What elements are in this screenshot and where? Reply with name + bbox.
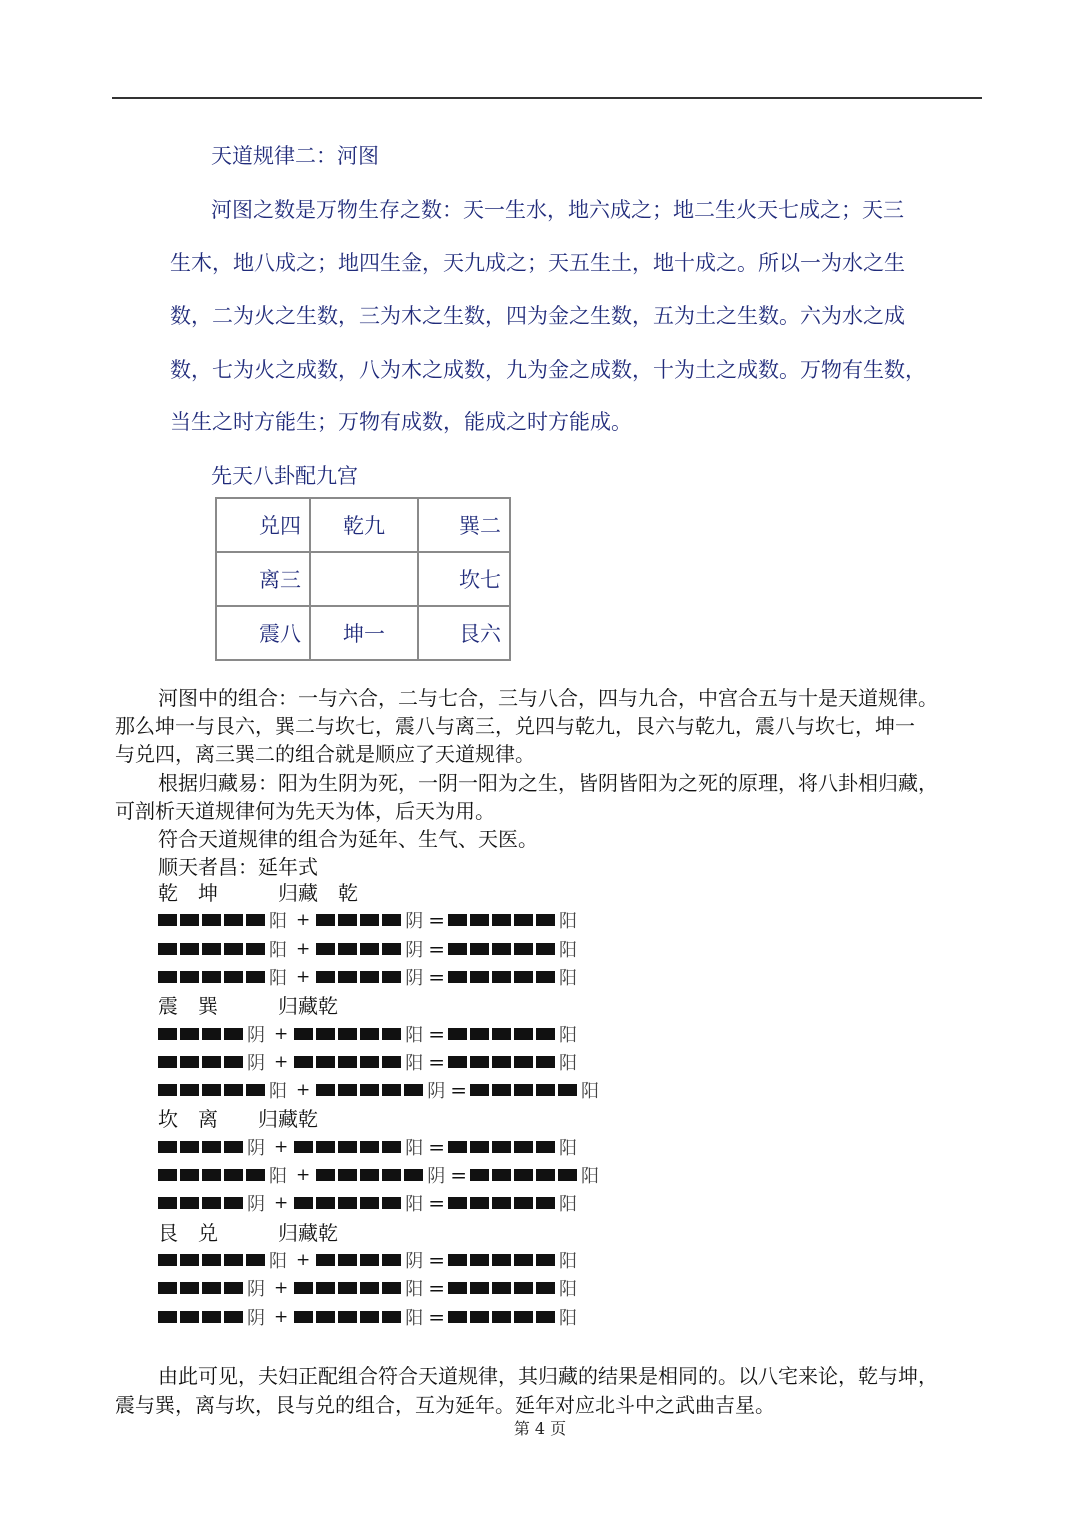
line-segment (448, 1254, 467, 1266)
yin-yang-label: 阳 (559, 1137, 578, 1159)
yin-yang-label: 阴 (405, 939, 424, 961)
line-segment (316, 1028, 335, 1040)
line-segment (180, 1282, 199, 1294)
equals-sign: = (428, 1021, 446, 1046)
line-segment (158, 1084, 177, 1096)
line-segment (536, 1311, 555, 1323)
hexagram-row (158, 907, 580, 933)
body-line: 符合天道规律的组合为延年、生气、天医。 (158, 827, 538, 851)
yin-yang-label: 阳 (559, 1279, 578, 1301)
table-row (216, 606, 510, 660)
line-segment (536, 1056, 555, 1068)
line-segment (224, 1141, 243, 1153)
line-segment (382, 914, 401, 926)
hexagram-row (158, 1247, 580, 1273)
line-segment (492, 1197, 511, 1209)
yin-yang-label: 阳 (405, 1307, 424, 1329)
line-segment (224, 1169, 243, 1181)
line-segment (316, 971, 335, 983)
yin-yang-label: 阳 (559, 1307, 578, 1329)
line-segment (202, 1282, 221, 1294)
hexagram-row (158, 1077, 602, 1103)
yin-yang-label: 阳 (405, 1279, 424, 1301)
line-segment (158, 971, 177, 983)
line-segment (536, 1282, 555, 1294)
line-segment (158, 1311, 177, 1323)
hexagram-row (158, 1304, 580, 1330)
line-segment (514, 1197, 533, 1209)
plus-sign: + (274, 1278, 289, 1299)
line-segment (202, 1084, 221, 1096)
line-segment (338, 1311, 357, 1323)
plus-sign: + (296, 1249, 311, 1270)
yin-yang-label: 阳 (269, 967, 287, 989)
yin-yang-label: 阳 (269, 939, 287, 961)
plus-sign: + (274, 1306, 289, 1327)
plus-sign: + (296, 1080, 311, 1101)
yin-yang-label: 阳 (405, 1194, 424, 1216)
hexagram-row (158, 1190, 580, 1216)
line-segment (536, 1084, 555, 1096)
line-segment (316, 1311, 335, 1323)
line-segment (224, 914, 243, 926)
line-segment (470, 1028, 489, 1040)
line-segment (224, 1282, 243, 1294)
line-segment (338, 971, 357, 983)
line-segment (382, 1254, 401, 1266)
line-segment (224, 943, 243, 955)
line-segment (448, 1197, 467, 1209)
yin-yang-label: 阴 (247, 1137, 265, 1159)
line-segment (360, 1311, 379, 1323)
line-segment (338, 943, 357, 955)
line-segment (294, 1028, 313, 1040)
line-segment (158, 1197, 177, 1209)
line-segment (558, 1084, 577, 1096)
line-segment (180, 943, 199, 955)
group-title: 坎 离 归藏乾 (158, 1107, 318, 1132)
line-segment (470, 1311, 489, 1323)
line-segment (224, 1197, 243, 1209)
line-segment (360, 1169, 379, 1181)
line-segment (470, 971, 489, 983)
line-segment (338, 1282, 357, 1294)
line-segment (316, 1084, 335, 1096)
line-segment (338, 1169, 357, 1181)
equals-sign: = (428, 1049, 446, 1074)
plus-sign: + (296, 1165, 311, 1185)
line-segment (158, 1056, 177, 1068)
hexagram-row (158, 936, 580, 962)
paragraph-line: 生木，地八成之；地四生金，天九成之；天五生土，地十成之。所以一为水之生 (170, 251, 905, 275)
line-segment (294, 1056, 313, 1068)
equals-sign: = (428, 908, 446, 933)
line-segment (536, 1141, 555, 1153)
table-cell: 震八 (216, 606, 310, 660)
line-segment (470, 914, 489, 926)
line-segment (360, 1028, 379, 1040)
plus-sign: + (274, 1136, 289, 1157)
paragraph-line: 河图之数是万物生存之数：天一生水，地六成之；地二生火天七成之；天三 (211, 198, 904, 222)
yin-yang-label: 阳 (559, 1250, 578, 1272)
equals-sign: = (428, 1191, 446, 1216)
line-segment (514, 1084, 533, 1096)
yin-yang-label: 阳 (405, 1137, 424, 1159)
line-segment (180, 1141, 199, 1153)
line-segment (382, 943, 401, 955)
line-segment (514, 1282, 533, 1294)
yin-yang-label: 阴 (247, 1279, 265, 1301)
conclusion-line: 震与巽，离与坎，艮与兑的组合，互为延年。延年对应北斗中之武曲吉星。 (115, 1393, 775, 1417)
yin-yang-label: 阴 (427, 1081, 446, 1103)
yin-yang-label: 阳 (405, 1024, 424, 1046)
line-segment (338, 1028, 357, 1040)
line-segment (158, 1141, 177, 1153)
group-title: 乾 坤 归藏 乾 (158, 881, 358, 905)
line-segment (514, 1169, 533, 1181)
hexagram-row (158, 1162, 602, 1188)
line-segment (448, 971, 467, 983)
line-segment (536, 943, 555, 955)
line-segment (514, 971, 533, 983)
line-segment (448, 1282, 467, 1294)
line-segment (492, 1028, 511, 1040)
line-segment (224, 1311, 243, 1323)
line-segment (448, 1028, 467, 1040)
line-segment (338, 1141, 357, 1153)
line-segment (338, 1254, 357, 1266)
line-segment (448, 1141, 467, 1153)
line-segment (338, 1197, 357, 1209)
table-caption: 先天八卦配九宫 (211, 464, 358, 488)
body-line: 那么坤一与艮六，巽二与坎七，震八与离三，兑四与乾九，艮六与乾九，震八与坎七，坤一 (115, 714, 915, 738)
line-segment (316, 1056, 335, 1068)
line-segment (492, 1056, 511, 1068)
plus-sign: + (296, 910, 311, 931)
line-segment (470, 1197, 489, 1209)
yin-yang-label: 阴 (247, 1052, 265, 1074)
conclusion-line: 由此可见，夫妇正配组合符合天道规律，其归藏的结果是相同的。以八宅来论，乾与坤， (158, 1364, 938, 1388)
paragraph-line: 数，七为火之成数，八为木之成数，九为金之成数，十为土之成数。万物有生数， (170, 358, 926, 382)
line-segment (316, 1197, 335, 1209)
line-segment (536, 971, 555, 983)
yin-yang-label: 阳 (269, 911, 287, 933)
line-segment (158, 914, 177, 926)
line-segment (224, 1056, 243, 1068)
header-rule (112, 97, 982, 99)
line-segment (382, 1028, 401, 1040)
yin-yang-label: 阴 (247, 1307, 265, 1329)
line-segment (202, 971, 221, 983)
group-title: 艮 兑 归藏乾 (158, 1220, 338, 1245)
table-cell: 兑四 (216, 498, 310, 552)
equals-sign: = (428, 964, 446, 989)
yin-yang-label: 阳 (559, 967, 578, 989)
line-segment (360, 1254, 379, 1266)
line-segment (360, 1141, 379, 1153)
line-segment (470, 1282, 489, 1294)
line-segment (448, 1311, 467, 1323)
line-segment (492, 914, 511, 926)
line-segment (470, 1254, 489, 1266)
line-segment (492, 1169, 511, 1181)
line-segment (316, 1141, 335, 1153)
line-segment (382, 1282, 401, 1294)
line-segment (492, 943, 511, 955)
line-segment (492, 971, 511, 983)
line-segment (536, 1169, 555, 1181)
section-heading: 天道规律二：河图 (211, 144, 379, 168)
line-segment (404, 1084, 423, 1096)
line-segment (338, 914, 357, 926)
line-segment (224, 1084, 243, 1096)
body-line: 河图中的组合：一与六合，二与七合，三与八合，四与九合，中宫合五与十是天道规律。 (158, 686, 938, 710)
line-segment (180, 1084, 199, 1096)
line-segment (202, 1197, 221, 1209)
line-segment (158, 1028, 177, 1040)
line-segment (316, 1254, 335, 1266)
line-segment (180, 1169, 199, 1181)
hexagram-row (158, 1134, 580, 1160)
line-segment (382, 1056, 401, 1068)
line-segment (158, 1254, 177, 1266)
line-segment (180, 914, 199, 926)
line-segment (202, 1169, 221, 1181)
line-segment (514, 943, 533, 955)
line-segment (158, 943, 177, 955)
table-cell: 艮六 (418, 606, 510, 660)
line-segment (338, 1084, 357, 1096)
line-segment (180, 1254, 199, 1266)
plus-sign: + (274, 1051, 289, 1072)
line-segment (316, 914, 335, 926)
line-segment (492, 1084, 511, 1096)
table-cell: 坤一 (310, 606, 418, 660)
line-segment (246, 914, 265, 926)
plus-sign: + (296, 938, 311, 959)
line-segment (224, 971, 243, 983)
line-segment (360, 1056, 379, 1068)
equals-sign: = (428, 936, 446, 961)
line-segment (360, 1282, 379, 1294)
line-segment (202, 1311, 221, 1323)
yin-yang-label: 阴 (247, 1194, 265, 1216)
table-cell: 乾九 (310, 498, 418, 552)
line-segment (470, 1056, 489, 1068)
line-segment (180, 1311, 199, 1323)
yin-yang-label: 阴 (427, 1166, 446, 1187)
line-segment (448, 914, 467, 926)
body-line: 顺天者昌：延年式 (158, 855, 318, 879)
table-row (216, 498, 510, 552)
table-cell: 离三 (216, 552, 310, 606)
line-segment (536, 914, 555, 926)
yin-yang-label: 阳 (269, 1166, 287, 1187)
body-line: 与兑四，离三巽二的组合就是顺应了天道规律。 (115, 742, 535, 766)
nine-palace-table (215, 497, 511, 661)
line-segment (202, 914, 221, 926)
line-segment (382, 1141, 401, 1153)
line-segment (316, 1282, 335, 1294)
plus-sign: + (274, 1193, 289, 1214)
plus-sign: + (296, 966, 311, 987)
paragraph-line: 当生之时方能生；万物有成数，能成之时方能成。 (170, 410, 632, 434)
table-cell: 坎七 (418, 552, 510, 606)
hexagram-row (158, 1021, 580, 1047)
line-segment (382, 1197, 401, 1209)
line-segment (492, 1282, 511, 1294)
equals-sign: = (428, 1134, 446, 1159)
line-segment (224, 1254, 243, 1266)
yin-yang-label: 阳 (269, 1081, 287, 1103)
line-segment (514, 1254, 533, 1266)
line-segment (382, 1084, 401, 1096)
line-segment (202, 1056, 221, 1068)
yin-yang-label: 阴 (405, 911, 424, 933)
line-segment (470, 1169, 489, 1181)
line-segment (294, 1197, 313, 1209)
line-segment (180, 1197, 199, 1209)
yin-yang-label: 阴 (405, 1250, 424, 1272)
group-title: 震 巽 归藏乾 (158, 994, 338, 1019)
line-segment (514, 914, 533, 926)
equals-sign: = (450, 1078, 468, 1103)
yin-yang-label: 阳 (559, 939, 578, 961)
line-segment (294, 1311, 313, 1323)
equals-sign: = (428, 1276, 446, 1301)
line-segment (382, 971, 401, 983)
yin-yang-label: 阳 (559, 911, 578, 933)
line-segment (514, 1141, 533, 1153)
yin-yang-label: 阴 (405, 967, 424, 989)
line-segment (360, 1084, 379, 1096)
paragraph-line: 数，二为火之生数，三为木之生数，四为金之生数，五为土之生数。六为水之成 (170, 304, 905, 328)
table-row (216, 552, 510, 606)
line-segment (338, 1056, 357, 1068)
line-segment (294, 1141, 313, 1153)
line-segment (316, 943, 335, 955)
hexagram-row (158, 1049, 580, 1075)
line-segment (448, 943, 467, 955)
line-segment (294, 1282, 313, 1294)
line-segment (492, 1141, 511, 1153)
line-segment (202, 1254, 221, 1266)
line-segment (180, 1056, 199, 1068)
yin-yang-label: 阴 (247, 1024, 265, 1046)
equals-sign: = (450, 1163, 468, 1187)
line-segment (536, 1254, 555, 1266)
yin-yang-label: 阳 (405, 1052, 424, 1074)
line-segment (360, 943, 379, 955)
table-cell: 巽二 (418, 498, 510, 552)
line-segment (246, 1169, 265, 1181)
line-segment (558, 1169, 577, 1181)
yin-yang-label: 阳 (559, 1052, 578, 1074)
line-segment (246, 971, 265, 983)
line-segment (202, 1028, 221, 1040)
line-segment (180, 1028, 199, 1040)
line-segment (492, 1311, 511, 1323)
line-segment (202, 943, 221, 955)
line-segment (158, 1282, 177, 1294)
plus-sign: + (274, 1023, 289, 1044)
line-segment (382, 1311, 401, 1323)
table-cell (310, 552, 418, 606)
line-segment (382, 1169, 401, 1181)
equals-sign: = (428, 1304, 446, 1329)
line-segment (224, 1028, 243, 1040)
line-segment (404, 1169, 423, 1181)
line-segment (202, 1141, 221, 1153)
line-segment (470, 1084, 489, 1096)
hexagram-row (158, 964, 580, 990)
line-segment (492, 1254, 511, 1266)
line-segment (316, 1169, 335, 1181)
page-footer: 第 4 页 (513, 1419, 567, 1438)
hexagram-row (158, 1275, 580, 1301)
yin-yang-label: 阳 (581, 1081, 600, 1103)
equals-sign: = (428, 1247, 446, 1272)
line-segment (536, 1028, 555, 1040)
line-segment (514, 1028, 533, 1040)
line-segment (246, 1254, 265, 1266)
line-segment (360, 971, 379, 983)
line-segment (470, 1141, 489, 1153)
line-segment (360, 914, 379, 926)
line-segment (514, 1056, 533, 1068)
line-segment (180, 971, 199, 983)
yin-yang-label: 阳 (269, 1250, 287, 1272)
line-segment (360, 1197, 379, 1209)
yin-yang-label: 阳 (559, 1194, 578, 1216)
line-segment (470, 943, 489, 955)
line-segment (246, 1084, 265, 1096)
body-line: 可剖析天道规律何为先天为体，后天为用。 (115, 799, 495, 823)
line-segment (246, 943, 265, 955)
body-line: 根据归藏易：阳为生阴为死，一阴一阳为之生，皆阴皆阳为之死的原理，将八卦相归藏， (158, 771, 938, 795)
line-segment (448, 1056, 467, 1068)
line-segment (514, 1311, 533, 1323)
yin-yang-label: 阳 (559, 1024, 578, 1046)
line-segment (536, 1197, 555, 1209)
line-segment (158, 1169, 177, 1181)
yin-yang-label: 阳 (581, 1166, 600, 1187)
